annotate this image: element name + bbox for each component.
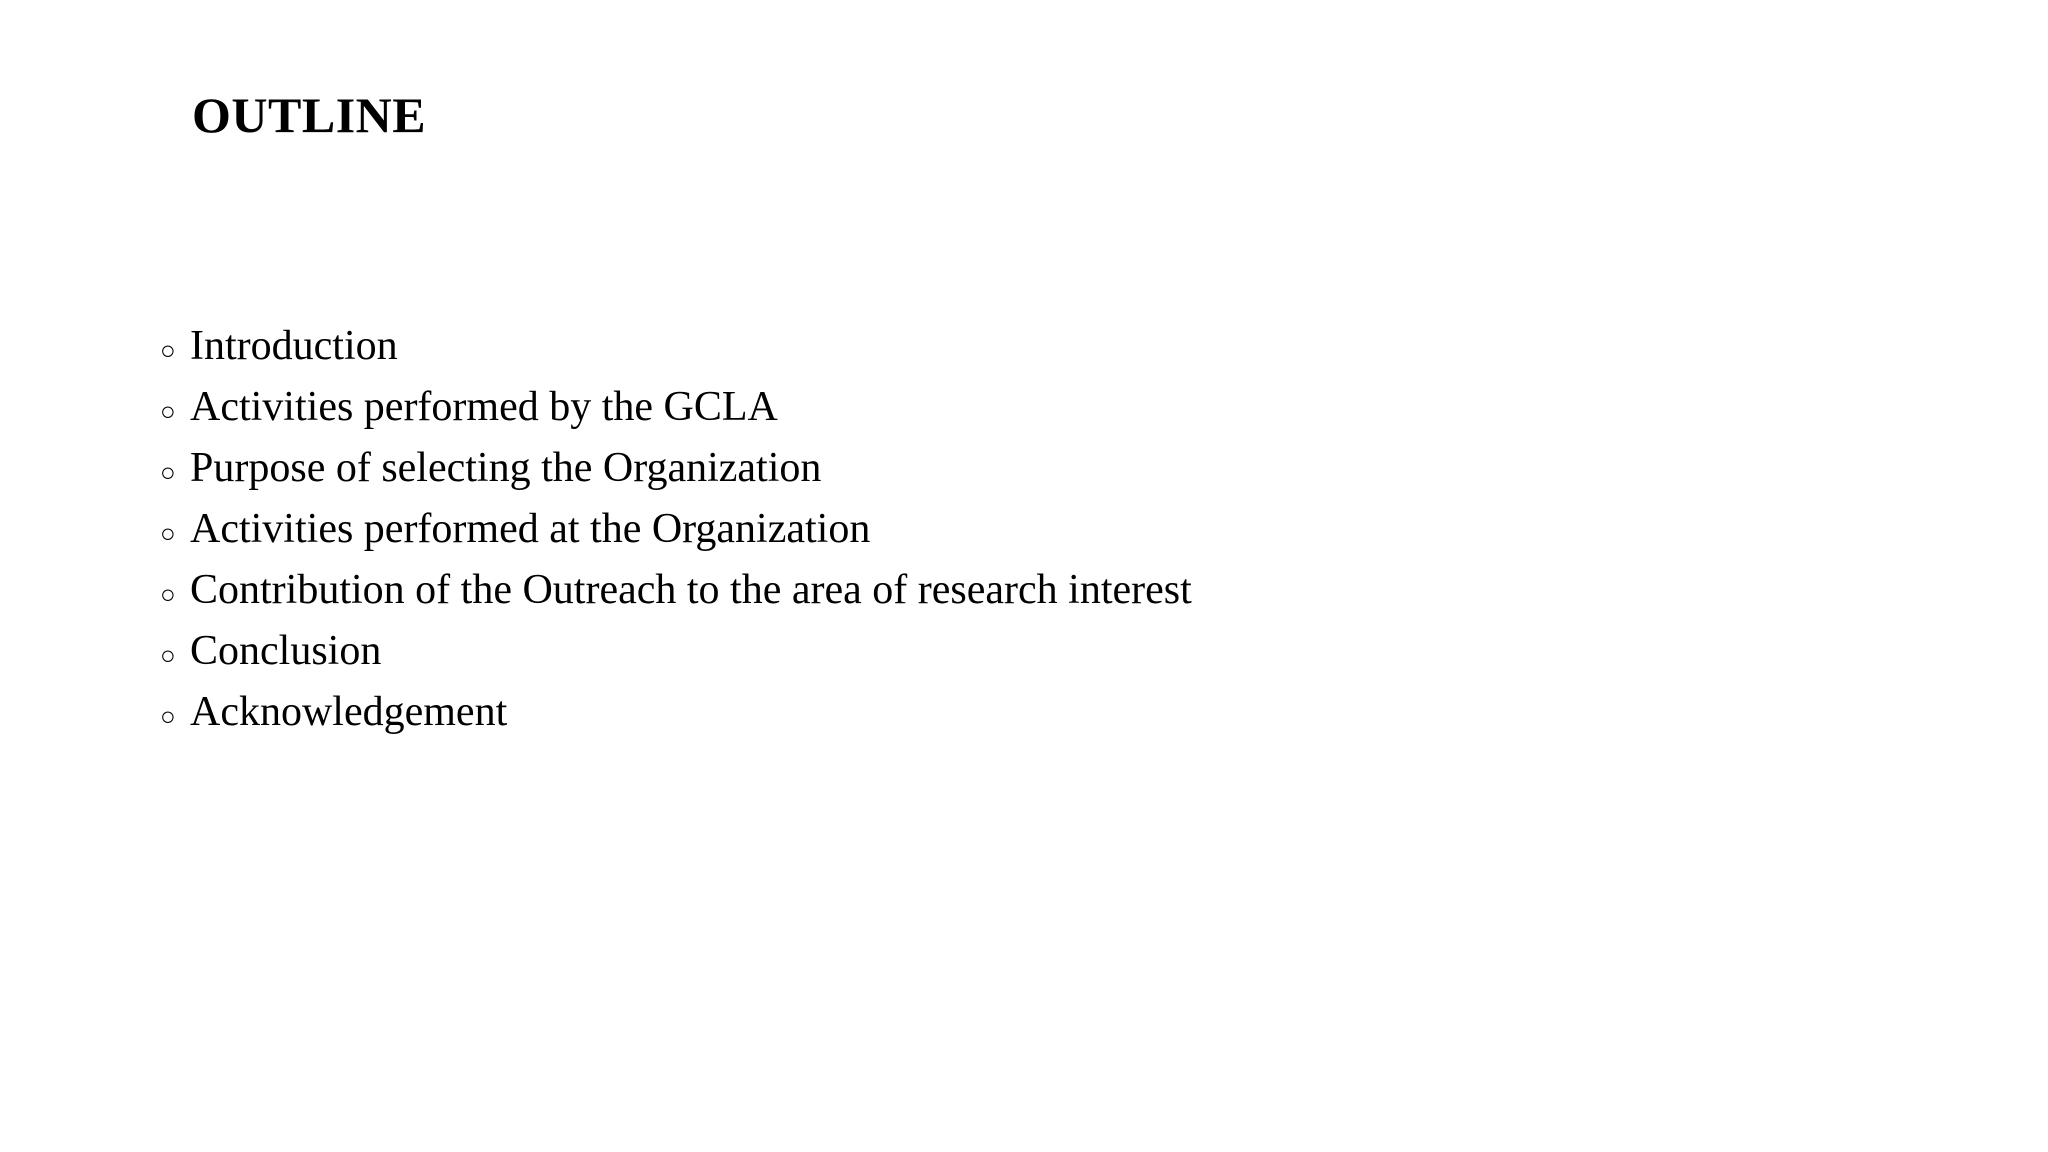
list-item-label: Activities performed by the GCLA	[190, 384, 778, 430]
list-item	[160, 684, 1860, 745]
list-item	[160, 440, 1860, 501]
bullet-circle-icon: ○	[160, 641, 176, 670]
outline-list	[160, 318, 1860, 745]
list-item	[160, 318, 1860, 379]
list-item	[160, 562, 1860, 623]
bullet-circle-icon: ○	[160, 702, 176, 731]
bullet-circle-icon: ○	[160, 458, 176, 487]
page-title: OUTLINE	[192, 87, 427, 143]
bullet-circle-icon: ○	[160, 580, 176, 609]
list-item	[160, 623, 1860, 684]
bullet-circle-icon: ○	[160, 397, 176, 426]
list-item-label: Purpose of selecting the Organization	[190, 445, 822, 491]
list-item-label: Acknowledgement	[190, 689, 508, 735]
bullet-circle-icon: ○	[160, 336, 176, 365]
bullet-circle-icon: ○	[160, 519, 176, 548]
list-item-label: Conclusion	[190, 628, 382, 674]
list-item-label: Contribution of the Outreach to the area of research interest	[190, 567, 1192, 613]
list-item-label: Activities performed at the Organization	[190, 506, 871, 552]
list-item	[160, 501, 1860, 562]
list-item	[160, 379, 1860, 440]
list-item-label: Introduction	[190, 323, 398, 369]
